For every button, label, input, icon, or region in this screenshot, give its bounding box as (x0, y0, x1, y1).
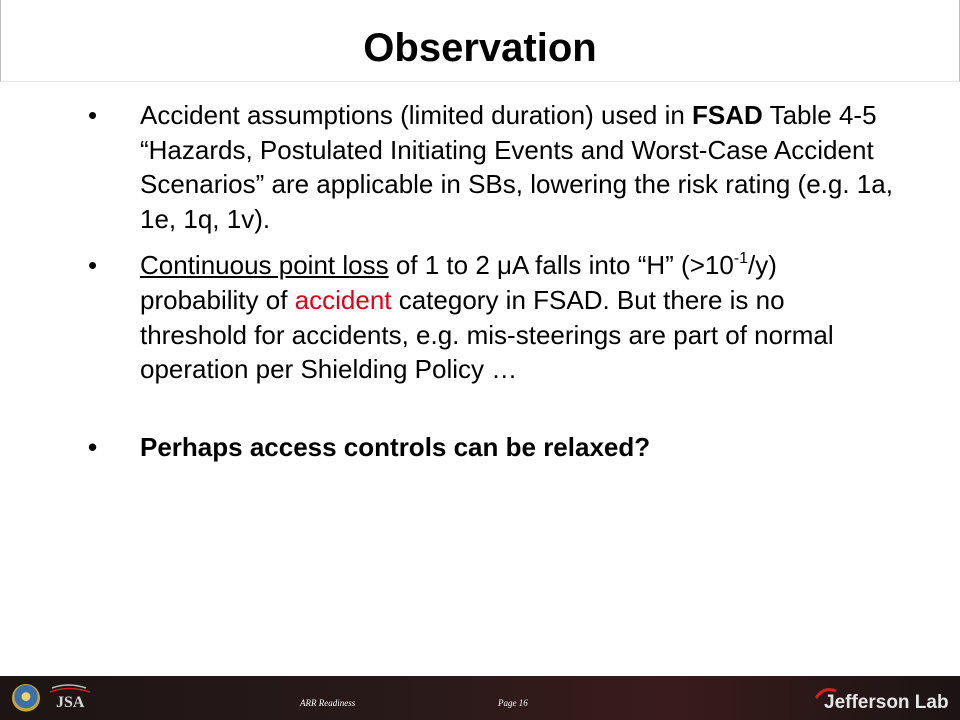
jefferson-lab-logo-text: Jefferson Lab (824, 692, 949, 713)
bullet-icon: • (88, 250, 98, 281)
bullet-item-access-controls: • Perhaps access controls can be relaxed? (88, 430, 898, 465)
footer-page-number: Page 16 (498, 698, 528, 708)
bullet-icon: • (88, 100, 98, 130)
bullet-item-point-loss: • Continuous point loss of 1 to 2 μA falls into “H” $(>10^{-1}/y)$ probability of accident category in FSAD. But there is no threshold for accidents, e.g. mis-steerings are part of normal operation per Shielding Policy … (88, 250, 834, 385)
footer-readiness-label: ARR Readiness (300, 698, 356, 708)
accident-highlight: accident (294, 284, 392, 315)
jefferson-lab-logo-icon (812, 682, 954, 716)
fsad-bold: FSAD (692, 100, 763, 130)
bullet-icon: • (88, 431, 98, 462)
bullet-item-accident-assumptions: • Accident assumptions (limited duration) used in FSAD Table 4-5 “Hazards, Postulated Initiating Events and Worst-Case Accident Scenarios” are applicable in SBs, lowering the risk rating (e.g. 1a, 1e, 1q, 1v). (88, 100, 893, 234)
doe-seal-icon (12, 684, 40, 712)
underlined-term: Continuous point loss (140, 250, 389, 281)
slide-title: Observation (363, 26, 597, 70)
exponent: -1 (733, 250, 749, 268)
jsa-logo-text: JSA (56, 694, 85, 711)
bullet-list (88, 98, 898, 464)
mu-symbol: μ (497, 250, 512, 281)
jsa-logo-icon (46, 680, 96, 716)
